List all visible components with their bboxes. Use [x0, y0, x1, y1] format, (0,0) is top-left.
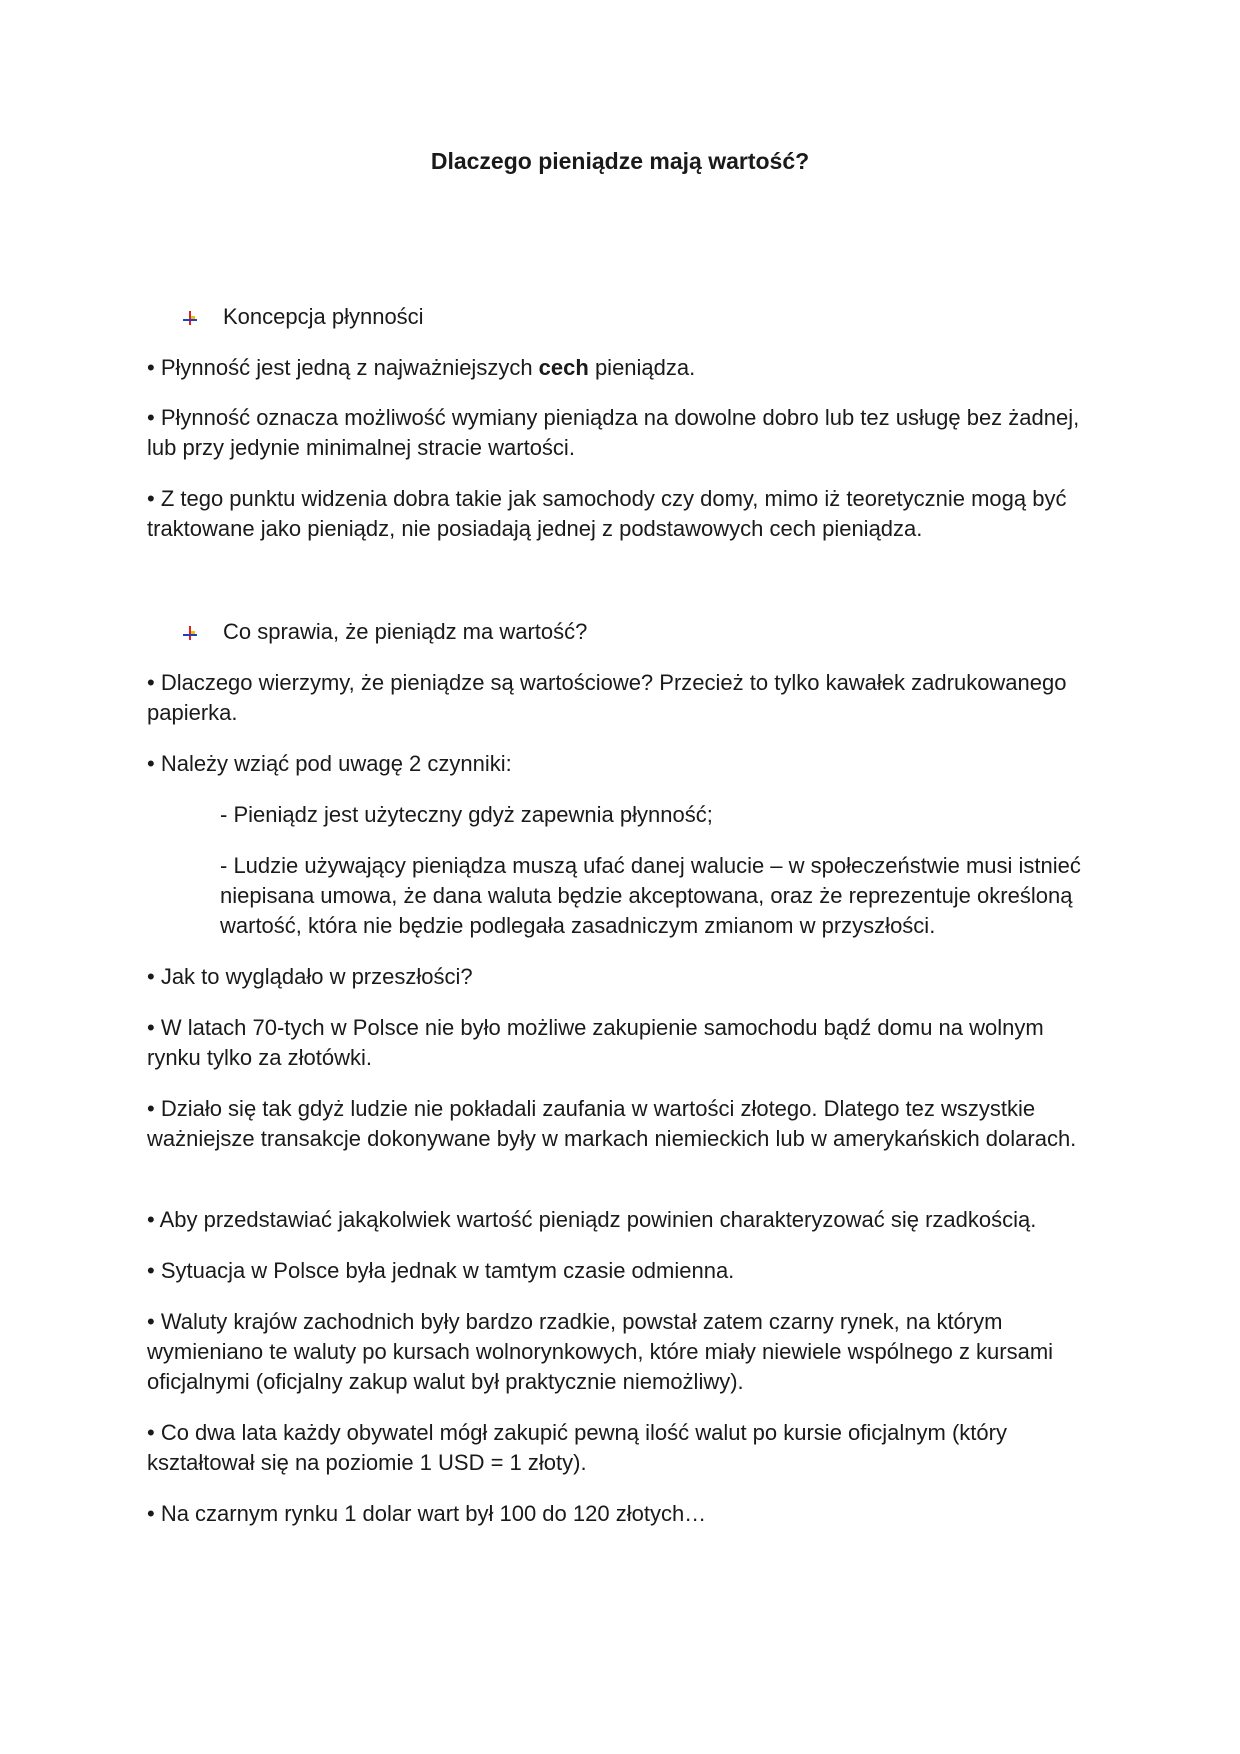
paragraph: • Na czarnym rynku 1 dolar wart był 100 do 120 złotych…	[147, 1501, 707, 1526]
paragraph: • Dlaczego wierzymy, że pieniądze są wartościowe? Przecież to tylko kawałek zadrukowanego papierka.	[147, 670, 1067, 725]
paragraph: • Należy wziąć pod uwagę 2 czynniki:	[147, 751, 512, 776]
paragraph: • Z tego punktu widzenia dobra takie jak samochody czy domy, mimo iż teoretycznie mogą być traktowane jako pieniądz, nie posiadają jednej z podstawowych cech pieniądza.	[147, 486, 1067, 541]
sub-paragraph: - Pieniądz jest użyteczny gdyż zapewnia płynność;	[220, 802, 713, 827]
paragraph: • Waluty krajów zachodnich były bardzo rzadkie, powstał zatem czarny rynek, na którym wymieniano te waluty po kursach wolnorynkowych, które miały niewiele wspólnego z kursami oficjalnymi (oficjalny zakup walut był praktycznie niemożliwy).	[147, 1309, 1054, 1394]
document-title: Dlaczego pieniądze mają wartość?	[430, 148, 810, 174]
paragraph: • Płynność oznacza możliwość wymiany pieniądza na dowolne dobro lub tez usługę bez żadnej, lub przy jedynie minimalnej stracie wartości.	[147, 405, 1080, 460]
section-heading-label: Koncepcja płynności	[223, 304, 424, 329]
paragraph: • Jak to wyglądało w przeszłości?	[147, 964, 473, 989]
paragraph: • W latach 70-tych w Polsce nie było możliwe zakupienie samochodu bądź domu na wolnym rynku tylko za złotówki.	[147, 1015, 1044, 1070]
section-heading-label: Co sprawia, że pieniądz ma wartość?	[223, 619, 588, 644]
paragraph: • Płynność jest jedną z najważniejszych cech pieniądza.	[147, 355, 696, 380]
colored-plus-icon	[182, 625, 198, 641]
sub-paragraph: - Ludzie używający pieniądza muszą ufać danej walucie – w społeczeństwie musi istnieć niepisana umowa, że dana waluta będzie akceptowana, oraz że reprezentuje określoną wartość, która nie będzie podlegała zasadniczym zmianom w przyszłości.	[220, 853, 1081, 938]
paragraph: • Co dwa lata każdy obywatel mógł zakupić pewną ilość walut po kursie oficjalnym (który kształtował się na poziomie 1 USD = 1 złoty).	[147, 1420, 1007, 1475]
paragraph: • Aby przedstawiać jakąkolwiek wartość pieniądz powinien charakteryzować się rzadkością.	[147, 1207, 1037, 1232]
paragraph: • Sytuacja w Polsce była jednak w tamtym czasie odmienna.	[147, 1258, 735, 1283]
paragraph: • Działo się tak gdyż ludzie nie pokładali zaufania w wartości złotego. Dlatego tez wszystkie ważniejsze transakcje dokonywane były w markach niemieckich lub w amerykańskich dolarach.	[147, 1096, 1077, 1151]
colored-plus-icon	[182, 310, 198, 326]
